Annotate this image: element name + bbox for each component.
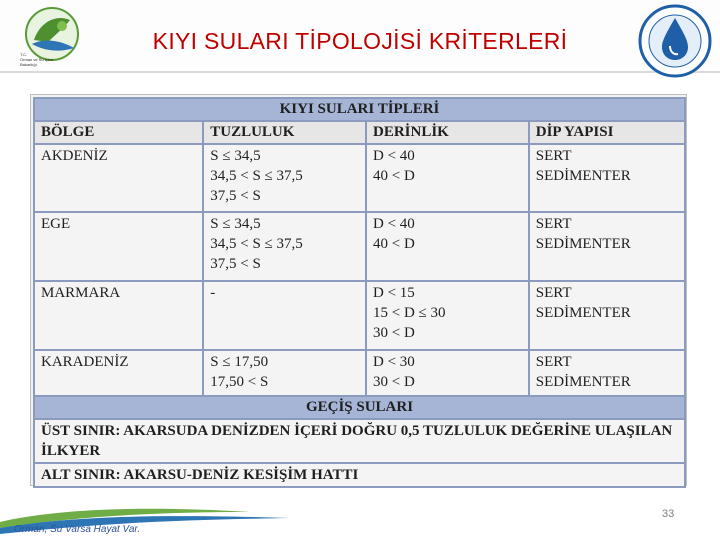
bottom-cell: SERT SEDİMENTER	[529, 212, 685, 281]
salinity-cell: S ≤ 34,5 34,5 < S ≤ 37,5 37,5 < S	[203, 212, 366, 281]
column-header-depth: DERİNLİK	[366, 121, 529, 144]
lower-limit-row	[34, 463, 685, 487]
bottom-cell: SERT SEDİMENTER	[529, 350, 685, 396]
criteria-table	[33, 97, 686, 488]
table-heading: KIYI SULARI TİPLERİ	[34, 98, 685, 121]
table-heading-row	[34, 98, 685, 121]
table-row	[34, 350, 685, 396]
criteria-table-frame	[30, 94, 687, 486]
table-row	[34, 281, 685, 350]
column-header-salinity: TUZLULUK	[203, 121, 366, 144]
bottom-cell: SERT SEDİMENTER	[529, 144, 685, 212]
ministry-label: T.C. Orman ve Su İşleri Bakanlığı	[20, 52, 54, 67]
bottom-cell: SERT SEDİMENTER	[529, 281, 685, 350]
salinity-cell: -	[203, 281, 366, 350]
upper-limit-text: ÜST SINIR: AKARSUDA DENİZDEN İÇERİ DOĞRU 0,5 TUZLULUK DEĞERİNE ULAŞILAN İLKYER	[34, 419, 685, 463]
region-cell: MARMARA	[34, 281, 203, 350]
header-divider	[0, 71, 720, 73]
page-number: 33	[662, 508, 675, 520]
page-title: KIYI SULARI TİPOLOJİSİ KRİTERLERİ	[152, 28, 568, 54]
lower-limit-text: ALT SINIR: AKARSU-DENİZ KESİŞİM HATTI	[34, 463, 685, 487]
depth-cell: D < 30 30 < D	[366, 350, 529, 396]
salinity-cell: S ≤ 17,50 17,50 < S	[203, 350, 366, 396]
region-cell: KARADENİZ	[34, 350, 203, 396]
table-row	[34, 212, 685, 281]
upper-limit-row	[34, 419, 685, 463]
transition-heading: GEÇİŞ SULARI	[34, 396, 685, 419]
water-directorate-logo	[634, 2, 716, 80]
column-header-region: BÖLGE	[34, 121, 203, 144]
salinity-cell: S ≤ 34,5 34,5 < S ≤ 37,5 37,5 < S	[203, 144, 366, 212]
column-header-row	[34, 121, 685, 144]
depth-cell: D < 15 15 < D ≤ 30 30 < D	[366, 281, 529, 350]
depth-cell: D < 40 40 < D	[366, 212, 529, 281]
table-row	[34, 144, 685, 212]
transition-heading-row	[34, 396, 685, 419]
depth-cell: D < 40 40 < D	[366, 144, 529, 212]
region-cell: EGE	[34, 212, 203, 281]
footer-slogan: Orman, Su Varsa Hayat Var.	[14, 524, 141, 535]
column-header-bottom: DİP YAPISI	[529, 121, 685, 144]
region-cell: AKDENİZ	[34, 144, 203, 212]
